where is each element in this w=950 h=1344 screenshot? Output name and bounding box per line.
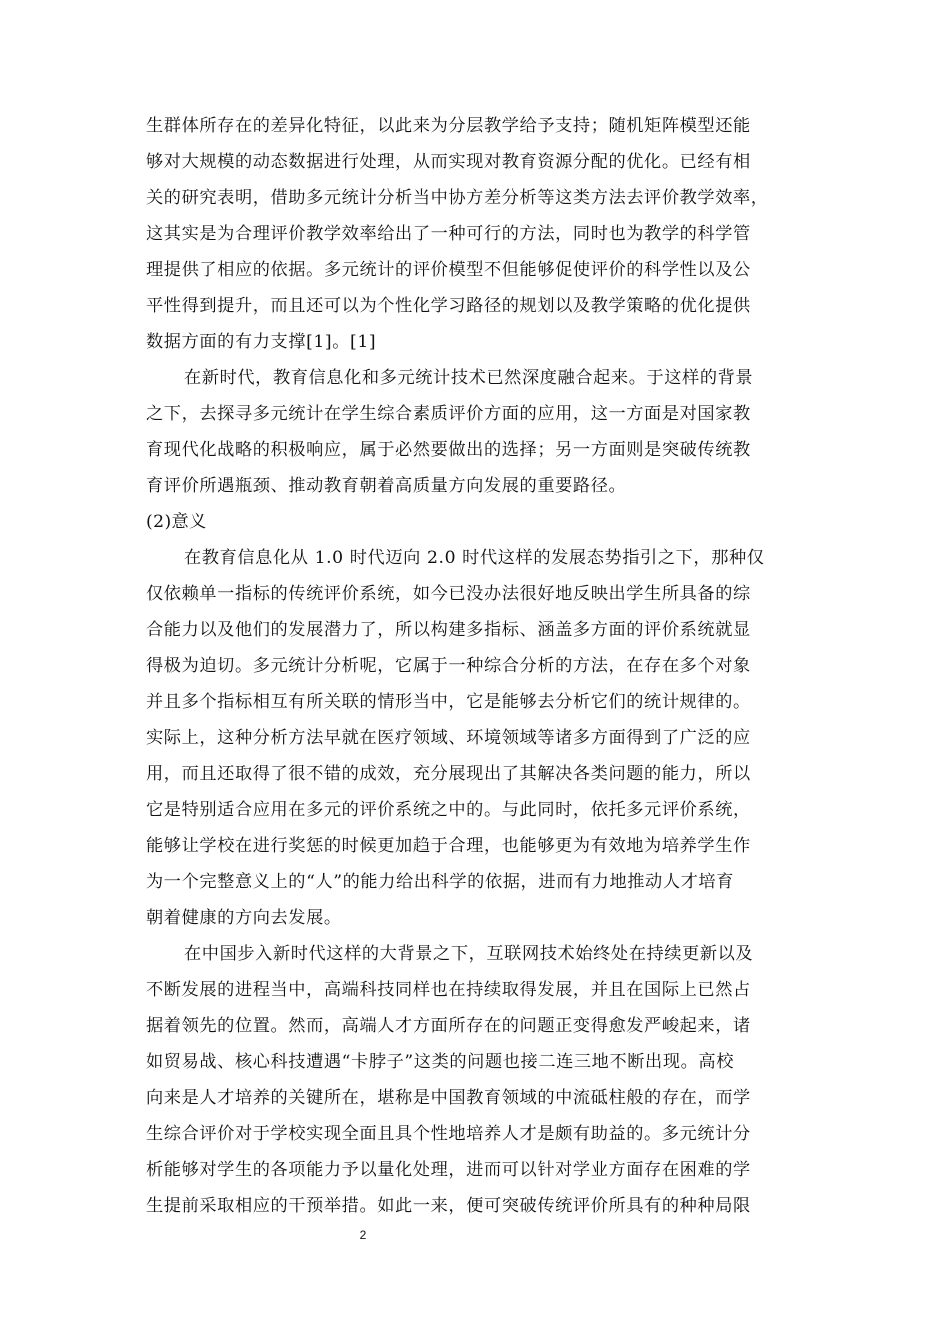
text-line: 在新时代，教育信息化和多元统计技术已然深度融合起来。于这样的背景	[184, 368, 754, 388]
text-line: 能够让学校在进行奖惩的时候更加趋于合理，也能够更为有效地为培养学生作	[146, 836, 751, 856]
page-number: 2	[359, 1228, 367, 1242]
text-line: 育现代化战略的积极响应，属于必然要做出的选择；另一方面则是突破传统教	[146, 440, 751, 460]
text-line: 它是特别适合应用在多元的评价系统之中的。与此同时，依托多元评价系统，	[146, 800, 751, 820]
text-line: 生提前采取相应的干预举措。如此一来，便可突破传统评价所具有的种种局限	[146, 1196, 751, 1216]
text-line: 够对大规模的动态数据进行处理，从而实现对教育资源分配的优化。已经有相	[146, 152, 751, 172]
text-line: 朝着健康的方向去发展。	[146, 908, 342, 928]
section-heading: (2)意义	[146, 512, 207, 532]
text-line: 析能够对学生的各项能力予以量化处理，进而可以针对学业方面存在困难的学	[146, 1160, 751, 1180]
text-line: 理提供了相应的依据。多元统计的评价模型不但能够促使评价的科学性以及公	[146, 260, 751, 280]
text-line: 之下，去探寻多元统计在学生综合素质评价方面的应用，这一方面是对国家教	[146, 404, 751, 424]
text-line: 并且多个指标相互有所关联的情形当中，它是能够去分析它们的统计规律的。	[146, 692, 751, 712]
text-line: 用，而且还取得了很不错的成效，充分展现出了其解决各类问题的能力，所以	[146, 764, 751, 784]
text-line: 为一个完整意义上的“人”的能力给出科学的依据，进而有力地推动人才培育	[146, 872, 734, 892]
text-line: 仅依赖单一指标的传统评价系统，如今已没办法很好地反映出学生所具备的综	[146, 584, 751, 604]
body-text	[146, 108, 816, 1224]
text-line: 生综合评价对于学校实现全面且具个性地培养人才是颇有助益的。多元统计分	[146, 1124, 751, 1144]
text-line: 合能力以及他们的发展潜力了，所以构建多指标、涵盖多方面的评价系统就显	[146, 620, 751, 640]
text-line: 如贸易战、核心科技遭遇“卡脖子”这类的问题也接二连三地不断出现。高校	[146, 1052, 734, 1072]
text-line: 这其实是为合理评价教学效率给出了一种可行的方法，同时也为教学的科学管	[146, 224, 751, 244]
text-line: 平性得到提升，而且还可以为个性化学习路径的规划以及教学策略的优化提供	[146, 296, 751, 316]
text-line: 得极为迫切。多元统计分析呢，它属于一种综合分析的方法，在存在多个对象	[146, 656, 751, 676]
text-line: 关的研究表明，借助多元统计分析当中协方差分析等这类方法去评价教学效率，	[146, 188, 769, 208]
text-line: 数据方面的有力支撑[1]。[1]	[146, 332, 377, 352]
text-line: 不断发展的进程当中，高端科技同样也在持续取得发展，并且在国际上已然占	[146, 980, 751, 1000]
text-line: 生群体所存在的差异化特征，以此来为分层教学给予支持；随机矩阵模型还能	[146, 116, 751, 136]
text-line: 育评价所遇瓶颈、推动教育朝着高质量方向发展的重要路径。	[146, 476, 627, 496]
text-line: 在教育信息化从 1.0 时代迈向 2.0 时代这样的发展态势指引之下，那种仅	[184, 548, 765, 568]
text-line: 实际上，这种分析方法早就在医疗领域、环境领域等诸多方面得到了广泛的应	[146, 728, 751, 748]
text-line: 在中国步入新时代这样的大背景之下，互联网技术始终处在持续更新以及	[184, 944, 754, 964]
text-line: 据着领先的位置。然而，高端人才方面所存在的问题正变得愈发严峻起来，诸	[146, 1016, 751, 1036]
text-line: 向来是人才培养的关键所在，堪称是中国教育领域的中流砥柱般的存在，而学	[146, 1088, 751, 1108]
